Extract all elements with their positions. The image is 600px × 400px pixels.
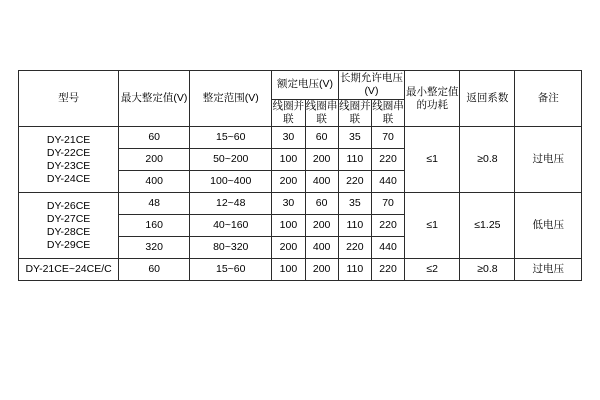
cell-long-series: 440: [371, 237, 404, 259]
cell-rated-parallel: 30: [272, 127, 305, 149]
table-row: [19, 259, 582, 281]
cell-setting-range: 40~160: [190, 215, 272, 237]
cell-rated-series: 200: [305, 259, 338, 281]
table-body: [19, 127, 582, 281]
header-return-coefficient: 返回系数: [460, 71, 515, 127]
cell-setting-range: 15~60: [190, 259, 272, 281]
table-row: [19, 193, 582, 215]
cell-long-series: 220: [371, 149, 404, 171]
cell-max-setting: 48: [119, 193, 190, 215]
header-rated-coil-parallel: 线圈并联: [272, 100, 305, 126]
specification-table: [18, 70, 582, 281]
model-label: DY-28CE: [46, 225, 91, 238]
cell-min-power: ≤1: [405, 193, 460, 259]
cell-max-setting: 400: [119, 171, 190, 193]
table-header: [19, 71, 582, 127]
cell-long-parallel: 220: [338, 237, 371, 259]
cell-long-parallel: 35: [338, 193, 371, 215]
cell-max-setting: 160: [119, 215, 190, 237]
cell-return-coefficient: ≥0.8: [460, 259, 515, 281]
cell-long-parallel: 110: [338, 149, 371, 171]
cell-long-parallel: 220: [338, 171, 371, 193]
cell-min-power: ≤2: [405, 259, 460, 281]
cell-long-parallel: 110: [338, 259, 371, 281]
model-last: DY-21CE~24CE/C: [19, 259, 119, 281]
model-group-2: [19, 193, 119, 259]
cell-rated-parallel: 30: [272, 193, 305, 215]
header-model: 型号: [19, 71, 119, 127]
cell-max-setting: 320: [119, 237, 190, 259]
cell-rated-series: 400: [305, 171, 338, 193]
table-row: [19, 127, 582, 149]
cell-long-series: 440: [371, 171, 404, 193]
cell-return-coefficient: ≥0.8: [460, 127, 515, 193]
model-label: DY-22CE: [46, 146, 91, 159]
header-min-power: 最小整定值的功耗: [405, 71, 460, 127]
cell-setting-range: 15~60: [190, 127, 272, 149]
cell-rated-series: 60: [305, 127, 338, 149]
cell-long-parallel: 110: [338, 215, 371, 237]
cell-long-series: 220: [371, 215, 404, 237]
cell-remark: 过电压: [515, 127, 582, 193]
cell-max-setting: 60: [119, 127, 190, 149]
cell-min-power: ≤1: [405, 127, 460, 193]
cell-rated-parallel: 100: [272, 259, 305, 281]
cell-setting-range: 80~320: [190, 237, 272, 259]
cell-rated-series: 200: [305, 215, 338, 237]
header-rated-voltage: 额定电压(V): [272, 71, 338, 100]
cell-long-series: 70: [371, 193, 404, 215]
cell-rated-parallel: 200: [272, 171, 305, 193]
cell-rated-parallel: 100: [272, 149, 305, 171]
cell-rated-series: 60: [305, 193, 338, 215]
header-max-setting: 最大整定值(V): [119, 71, 190, 127]
cell-remark: 低电压: [515, 193, 582, 259]
cell-rated-series: 400: [305, 237, 338, 259]
model-label: DY-29CE: [46, 238, 91, 251]
cell-setting-range: 12~48: [190, 193, 272, 215]
model-label: DY-23CE: [46, 159, 91, 172]
header-setting-range: 整定范围(V): [190, 71, 272, 127]
cell-long-parallel: 35: [338, 127, 371, 149]
cell-return-coefficient: ≤1.25: [460, 193, 515, 259]
cell-max-setting: 60: [119, 259, 190, 281]
cell-max-setting: 200: [119, 149, 190, 171]
table-header-row-1: [19, 71, 582, 100]
cell-remark: 过电压: [515, 259, 582, 281]
cell-long-series: 220: [371, 259, 404, 281]
cell-rated-parallel: 200: [272, 237, 305, 259]
cell-long-series: 70: [371, 127, 404, 149]
header-rated-coil-series: 线圈串联: [305, 100, 338, 126]
header-long-coil-parallel: 线圈并联: [339, 100, 371, 126]
cell-setting-range: 50~200: [190, 149, 272, 171]
header-long-coil-series: 线圈串联: [372, 100, 404, 126]
cell-setting-range: 100~400: [190, 171, 272, 193]
model-label: DY-27CE: [46, 212, 91, 225]
model-label: DY-24CE: [46, 172, 91, 185]
header-remark: 备注: [515, 71, 582, 127]
header-long-term-voltage: 长期允许电压(V): [338, 71, 404, 100]
model-label: DY-21CE: [46, 133, 91, 146]
model-group-1: [19, 127, 119, 193]
cell-rated-parallel: 100: [272, 215, 305, 237]
model-label: DY-26CE: [46, 199, 91, 212]
cell-rated-series: 200: [305, 149, 338, 171]
